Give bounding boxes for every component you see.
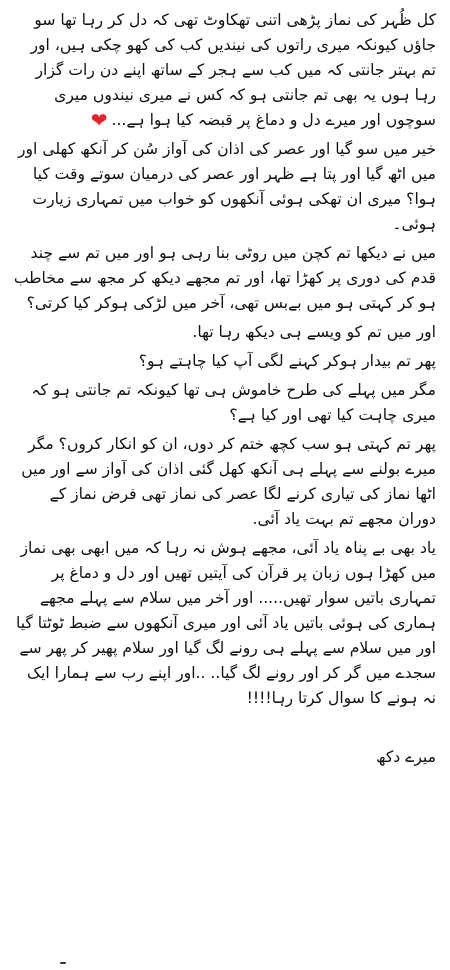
paragraph-1-text: کل ظُہر کی نماز پڑھی اتنی تھکاوٹ تھی کہ دل کر رہا تھا سو جاؤں کیونکہ میری راتوں کی نیندیں کب کی کھو چکی ہیں، اور تم بہتر جانتی کہ میں کب سے ہجر کے ساتھ اپنے دن رات گزار رہا ہوں یہ بھی تم جانتی ہو کہ کس نے میری نیندوں میری سوچوں اور میرے دل و دماغ پر قبضہ کیا ہوا ہے... bbox=[30, 11, 436, 129]
bottom-mark bbox=[60, 962, 66, 964]
paragraph-4: اور میں تم کو ویسے ہی دیکھ رہا تھا. bbox=[192, 323, 436, 341]
heart-icon: ❤ bbox=[90, 108, 108, 132]
paragraph-5: پھر تم بیدار ہوکر کہنے لگی آپ کیا چاہتے ہو؟ bbox=[138, 352, 436, 370]
paragraph-3: میں نے دیکھا تم کچن میں روٹی بنا رہی ہو اور میں تم سے چند قدم کی دوری پر کھڑا تھا، اور تم مجھے دیکھ کر مجھ سے مخاطب ہو کر کہتی ہو میں بےبس تھی، آخر میں لڑکی ہوکر کیا کرتی؟ bbox=[13, 244, 436, 312]
paragraph-1 bbox=[12, 8, 436, 133]
paragraph-2: خیر میں سو گیا اور عصر کی اذان کی آواز سُن کر آنکھ کھلی اور میں اٹھ گیا اور پتا ہے ظہر اور عصر کی درمیان سوتے وقت کیا ہوا؟ میری ان تھکی ہوئی آنکھوں کو خواب میں تمہاری زیارت ہوئی۔ bbox=[18, 140, 436, 233]
paragraph-6: مگر میں پہلے کی طرح خاموش ہی تھا کیونکہ تم جانتی ہو کہ میری چاہت کیا تھی اور کیا ہے؟ bbox=[31, 381, 436, 424]
paragraph-7: پھر تم کہتی ہو سب کچھ ختم کر دوں، ان کو انکار کروں؟ مگر میرے بولنے سے پہلے ہی آنکھ کھل گئی اذان کی آواز سے اور میں اٹھا نماز کی تیاری کرنے لگا عصر کی نماز تھی فرض نماز کے دوران مجھے تم بہت یاد آئی. bbox=[21, 435, 436, 528]
signature: میرے دکھ bbox=[376, 748, 436, 766]
paragraph-8: یاد بھی بے پناہ یاد آئی، مجھے ہوش نہ رہا کہ میں ابھی بھی نماز میں کھڑا ہوں زبان پر قرآن کی آیتیں تھیں اور دل و دماغ پر تمہاری باتیں سوار تھیں..... اور آخر میں سلام سے پہلے مجھے ہماری کی ہوئی باتیں یاد آئی اور میری آنکھوں سے ضبط ٹوٹتا گیا اور میں سلام سے پہلے ہی رونے لگ گیا اور سلام پھیر کر پھر سے سجدے میں گر کر اور رونے لگ گیا.. ..اور اپنے رب سے ہمارا ایک نہ ہونے کا سوال کرتا رہا!!!! bbox=[15, 539, 436, 707]
